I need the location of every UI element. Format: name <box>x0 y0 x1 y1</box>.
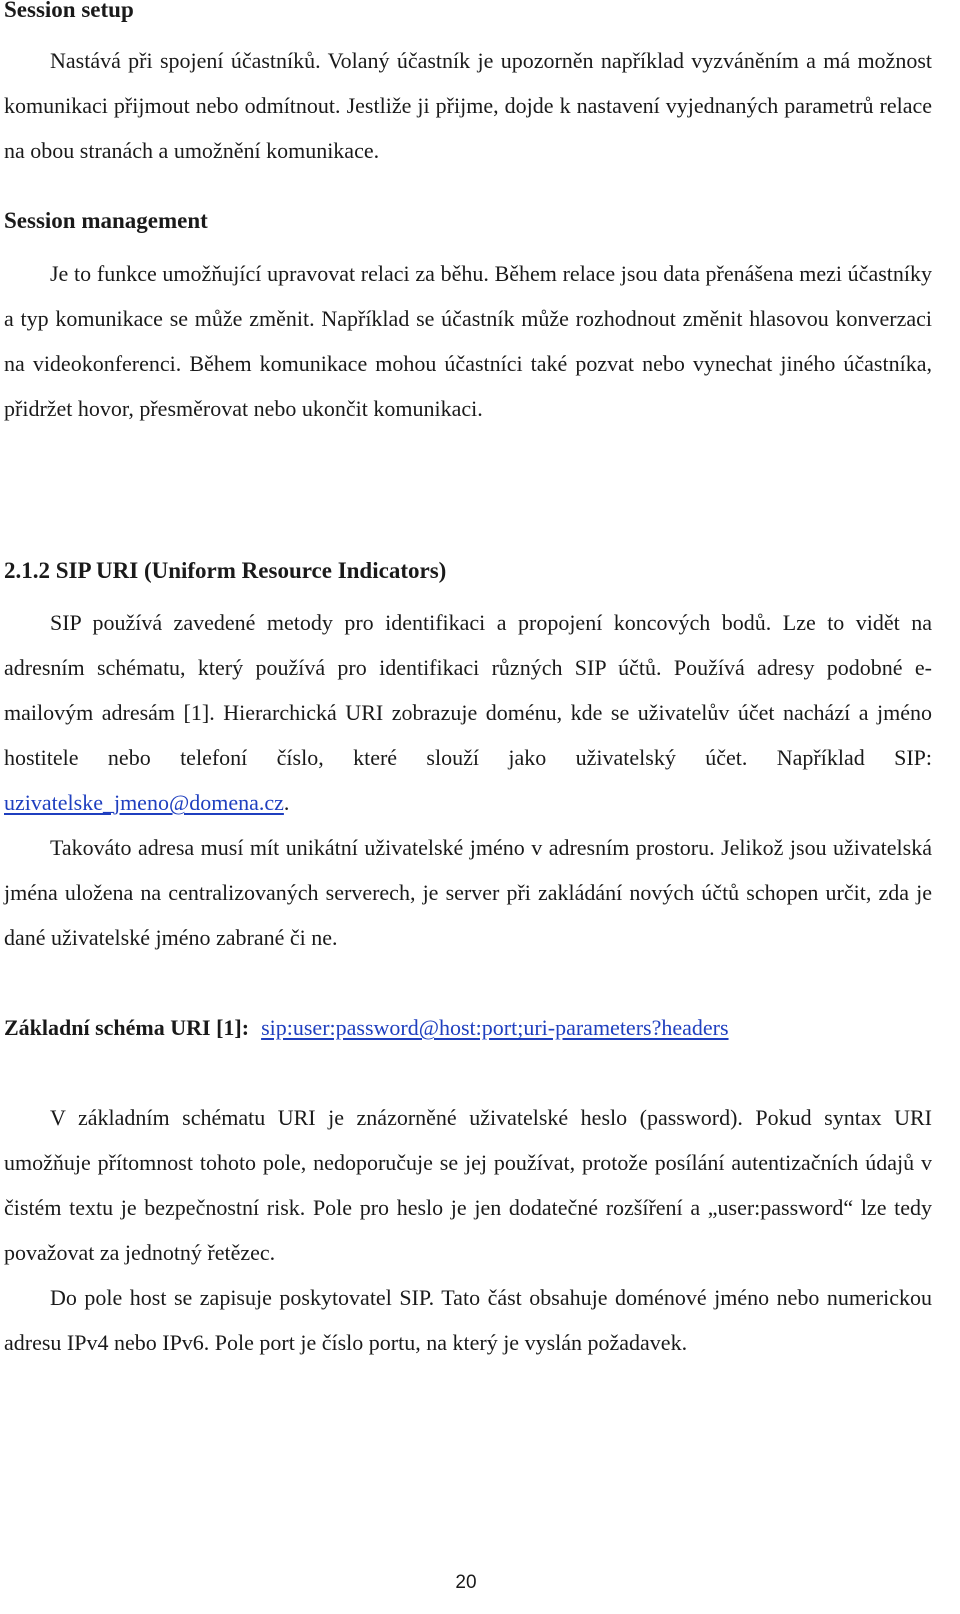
paragraph-sip-uri-intro <box>4 600 932 825</box>
paragraph-session-management: Je to funkce umožňující upravovat relaci za běhu. Během relace jsou data přenášena mezi účastníky a typ komunikace se může změnit. Například se účastník může rozhodnout změnit hlasovou konverzaci na videokonferenci. Během komunikace mohou účastníci také pozvat nebo vynechat jiného účastníka, přidržet hovor, přesměrovat nebo ukončit komunikaci. <box>4 261 932 421</box>
paragraph-sip-uri-intro-end: . <box>283 790 290 815</box>
uri-schema-link[interactable]: sip:user:password@host:port;uri-parameters?headers <box>261 1015 729 1040</box>
section-heading-session-management: Session management <box>4 208 208 233</box>
paragraph-sip-uri-intro-text: SIP používá zavedené metody pro identifikaci a propojení koncových bodů. Lze to vidět na adresním schématu, který používá pro identifikaci různých SIP účtů. Používá adresy podobné e-mailovým adresám [1]. Hierarchická URI zobrazuje doménu, kde se uživatelův účet nachází a jméno hostitele nebo telefoní číslo, které slouží jako uživatelský účet. Například SIP: <box>4 610 932 770</box>
email-example-link[interactable]: uzivatelske_jmeno@domena.cz <box>4 790 284 815</box>
paragraph-unique-username: Takováto adresa musí mít unikátní uživatelské jméno v adresním prostoru. Jelikož jsou uživatelská jména uložena na centralizovaných serverech, je server při zakládání nových účtů schopen určit, zda je dané uživatelské jméno zabrané či ne. <box>4 835 932 950</box>
paragraph-password-field: V základním schématu URI je znázorněné uživatelské heslo (password). Pokud syntax URI umožňuje přítomnost tohoto pole, nedoporučuje se jej používat, protože posílání autentizačních údajů v čistém textu je bezpečnostní risk. Pole pro heslo je jen dodatečné rozšíření a „user:password“ lze tedy považovat za jednotný řetězec. <box>4 1105 932 1265</box>
section-heading-session-setup: Session setup <box>4 0 134 22</box>
page-number: 20 <box>455 1572 477 1593</box>
section-heading-sip-uri: 2.1.2 SIP URI (Uniform Resource Indicators) <box>4 558 447 583</box>
uri-schema-line <box>4 1015 932 1041</box>
uri-schema-label: Základní schéma URI [1]: <box>4 1015 250 1040</box>
paragraph-session-setup: Nastává při spojení účastníků. Volaný účastník je upozorněn například vyzváněním a má možnost komunikaci přijmout nebo odmítnout. Jestliže ji přijme, dojde k nastavení vyjednaných parametrů relace na obou stranách a umožnění komunikace. <box>4 48 932 163</box>
paragraph-host-field: Do pole host se zapisuje poskytovatel SIP. Tato část obsahuje doménové jméno nebo numerickou adresu IPv4 nebo IPv6. Pole port je číslo portu, na který je vyslán požadavek. <box>4 1285 932 1355</box>
